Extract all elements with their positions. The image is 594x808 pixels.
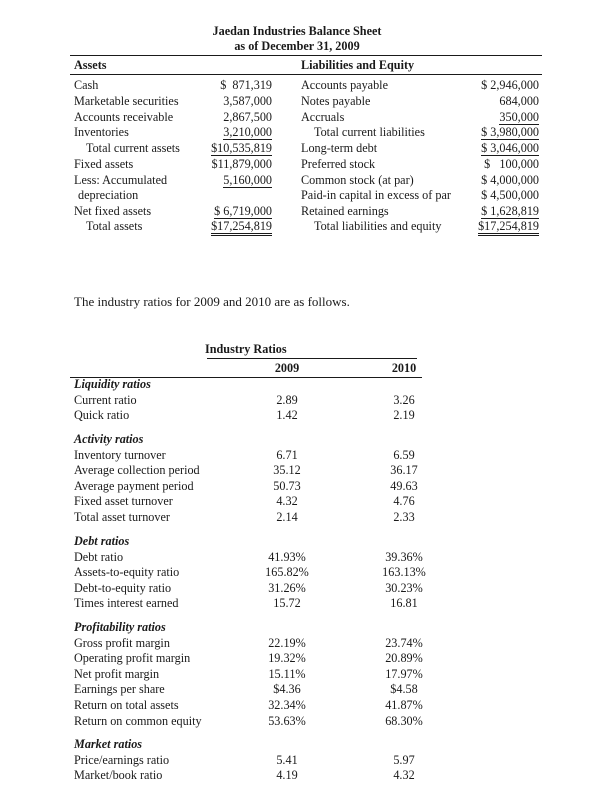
asset-value: 5,160,000 [223, 173, 272, 187]
liability-label: Retained earnings [301, 204, 389, 218]
ratio-value-2009: $4.36 [273, 682, 301, 696]
ratio-value-2009: 4.32 [276, 494, 298, 508]
ratio-row-label: Fixed asset turnover [74, 494, 173, 508]
ratio-section-header: Market ratios [74, 737, 143, 751]
ratio-row-label: Operating profit margin [74, 651, 191, 665]
liability-label: Total liabilities and equity [314, 219, 442, 233]
ratio-value-2010: 36.17 [390, 463, 418, 477]
ratio-value-2009: 1.42 [276, 408, 298, 422]
ratios-col-2009: 2009 [274, 361, 300, 375]
ratio-row-label: Inventory turnover [74, 448, 166, 462]
asset-value: 3,210,000 [223, 125, 272, 139]
ratio-value-2010: 17.97% [385, 667, 423, 681]
ratio-value-2009: 32.34% [268, 698, 306, 712]
ratio-value-2010: $4.58 [390, 682, 418, 696]
asset-value: 2,867,500 [223, 110, 272, 124]
liability-value: 350,000 [499, 110, 539, 124]
ratios-title-rule [207, 358, 417, 359]
ratio-row-label: Return on common equity [74, 714, 202, 728]
liability-value: $ 3,046,000 [481, 141, 539, 155]
ratio-row-label: Times interest earned [74, 596, 179, 610]
liability-value: $17,254,819 [450, 219, 539, 236]
ratio-row-label: Total asset turnover [74, 510, 170, 524]
ratio-row-label: Earnings per share [74, 682, 165, 696]
ratio-row-label: Quick ratio [74, 408, 130, 422]
intro-text: The industry ratios for 2009 and 2010 are as follows. [74, 294, 350, 309]
liability-value: $ 4,500,000 [481, 188, 539, 202]
ratio-value-2009: 6.71 [276, 448, 298, 462]
ratio-value-2010: 2.19 [393, 408, 415, 422]
liabilities-header: Liabilities and Equity [301, 58, 415, 72]
ratio-section-header: Activity ratios [74, 432, 144, 446]
ratio-value-2010: 5.97 [393, 753, 415, 767]
liability-value: $ 100,000 [484, 157, 539, 171]
ratio-value-2010: 4.76 [393, 494, 415, 508]
balance-sheet-header-rule [70, 74, 542, 75]
asset-label: Total assets [86, 219, 143, 233]
ratio-value-2009: 22.19% [268, 636, 306, 650]
liability-label: Paid-in capital in excess of par [301, 188, 451, 202]
asset-label: Net fixed assets [74, 204, 152, 218]
ratio-value-2009: 41.93% [268, 550, 306, 564]
asset-label: Less: Accumulated [74, 173, 168, 187]
ratio-value-2010: 49.63 [390, 479, 418, 493]
ratio-row-label: Assets-to-equity ratio [74, 565, 180, 579]
ratio-row-label: Debt ratio [74, 550, 124, 564]
liability-value: 684,000 [499, 94, 539, 108]
ratio-value-2009: 50.73 [273, 479, 301, 493]
ratio-row-label: Net profit margin [74, 667, 160, 681]
ratio-row-label: Return on total assets [74, 698, 179, 712]
ratio-value-2009: 15.72 [273, 596, 301, 610]
ratio-row-label: Gross profit margin [74, 636, 170, 650]
ratio-row-label: Debt-to-equity ratio [74, 581, 172, 595]
asset-label: Cash [74, 78, 99, 92]
balance-sheet-subtitle: as of December 31, 2009 [234, 39, 360, 53]
asset-label: Total current assets [86, 141, 180, 155]
ratios-title: Industry Ratios [205, 342, 287, 356]
liability-label: Long-term debt [301, 141, 378, 155]
asset-value: $10,535,819 [211, 141, 272, 155]
ratio-value-2009: 2.89 [276, 393, 298, 407]
liability-value: $ 1,628,819 [481, 204, 539, 218]
ratio-value-2010: 39.36% [385, 550, 423, 564]
ratio-row-label: Current ratio [74, 393, 137, 407]
asset-value: $ 6,719,000 [214, 204, 272, 218]
ratio-section-header: Debt ratios [74, 534, 130, 548]
asset-label: Marketable securities [74, 94, 179, 108]
liability-value: $ 4,000,000 [481, 173, 539, 187]
assets-header: Assets [74, 58, 107, 72]
ratio-section-header: Profitability ratios [74, 620, 166, 634]
ratio-value-2010: 68.30% [385, 714, 423, 728]
liability-label: Preferred stock [301, 157, 376, 171]
liability-label: Notes payable [301, 94, 371, 108]
ratios-col-2010: 2010 [391, 361, 417, 375]
liability-label: Accounts payable [301, 78, 388, 92]
ratio-value-2010: 6.59 [393, 448, 415, 462]
ratio-value-2010: 163.13% [382, 565, 426, 579]
ratio-value-2009: 4.19 [276, 768, 298, 782]
liability-label: Accruals [301, 110, 345, 124]
ratio-value-2010: 41.87% [385, 698, 423, 712]
ratio-value-2010: 20.89% [385, 651, 423, 665]
asset-label: depreciation [78, 188, 139, 202]
ratio-value-2009: 19.32% [268, 651, 306, 665]
ratio-value-2010: 3.26 [393, 393, 415, 407]
asset-label: Inventories [74, 125, 129, 139]
asset-value: $ 871,319 [220, 78, 272, 92]
ratio-value-2010: 4.32 [393, 768, 415, 782]
asset-label: Accounts receivable [74, 110, 174, 124]
ratio-value-2009: 31.26% [268, 581, 306, 595]
ratio-row-label: Average collection period [74, 463, 200, 477]
asset-value: $17,254,819 [180, 219, 272, 236]
liability-value: $ 2,946,000 [481, 78, 539, 92]
ratio-section-header: Liquidity ratios [74, 377, 151, 391]
asset-value: $11,879,000 [211, 157, 272, 171]
liability-value: $ 3,980,000 [481, 125, 539, 139]
ratio-row-label: Price/earnings ratio [74, 753, 170, 767]
ratio-value-2010: 16.81 [390, 596, 418, 610]
liability-label: Total current liabilities [314, 125, 425, 139]
ratio-value-2009: 2.14 [276, 510, 298, 524]
ratio-value-2009: 35.12 [273, 463, 301, 477]
ratio-value-2009: 5.41 [276, 753, 298, 767]
ratio-value-2009: 53.63% [268, 714, 306, 728]
liability-label: Common stock (at par) [301, 173, 414, 187]
ratio-row-label: Average payment period [74, 479, 194, 493]
ratio-value-2009: 165.82% [265, 565, 309, 579]
ratio-value-2009: 15.11% [268, 667, 306, 681]
ratio-value-2010: 23.74% [385, 636, 423, 650]
ratio-row-label: Market/book ratio [74, 768, 163, 782]
asset-value: 3,587,000 [223, 94, 272, 108]
asset-label: Fixed assets [74, 157, 134, 171]
balance-sheet-top-rule [70, 55, 542, 56]
balance-sheet-title: Jaedan Industries Balance Sheet [212, 24, 382, 38]
ratio-value-2010: 30.23% [385, 581, 423, 595]
ratio-value-2010: 2.33 [393, 510, 415, 524]
